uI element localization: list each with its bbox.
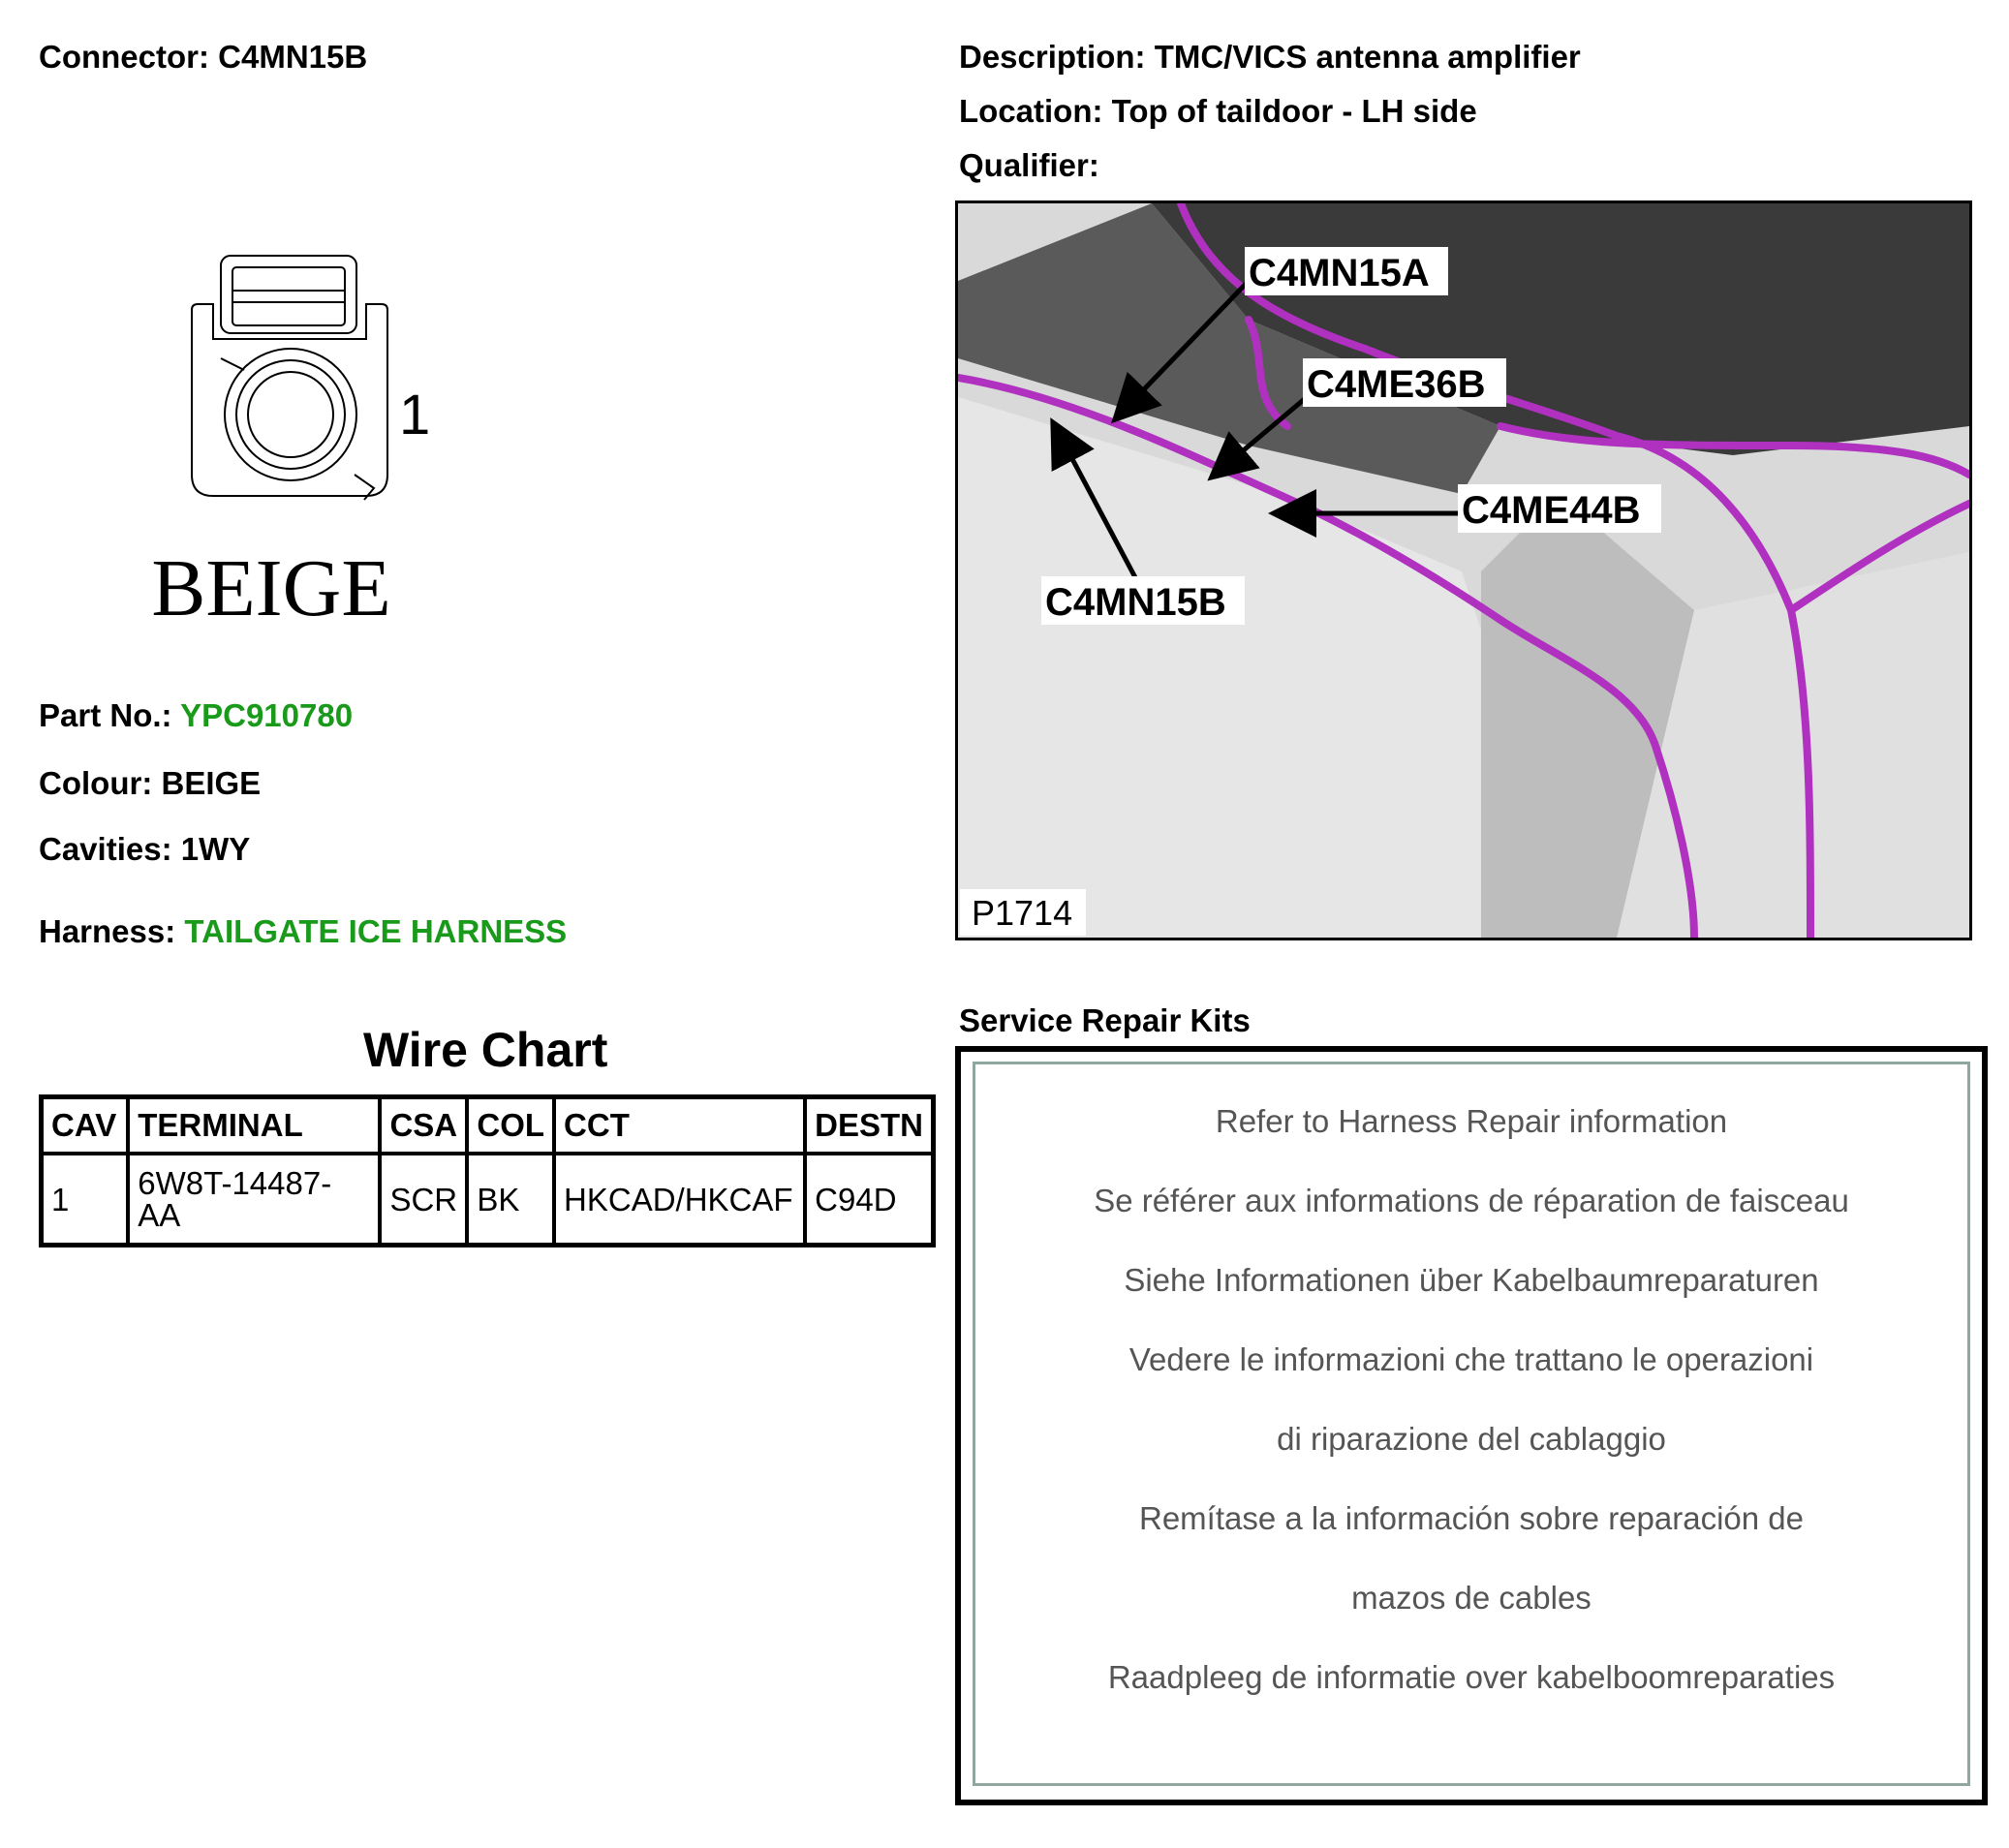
kit-line-nl: Raadpleeg de informatie over kabelboomreparaties — [1107, 1659, 1836, 1695]
location-label: Location: — [959, 93, 1103, 129]
colour-value: BEIGE — [161, 765, 262, 801]
figure-id: P1714 — [972, 893, 1073, 933]
col-csa-header: CSA — [380, 1097, 467, 1155]
cavities-label: Cavities: — [39, 831, 172, 867]
harness-link[interactable]: TAILGATE ICE HARNESS — [184, 913, 568, 949]
description-value: TMC/VICS antenna amplifier — [1154, 39, 1581, 75]
kit-line-de: Siehe Informationen über Kabelbaumreparaturen — [1124, 1262, 1819, 1298]
col-col-header: COL — [467, 1097, 554, 1155]
colour-line — [39, 765, 261, 802]
location-photo — [955, 200, 1972, 940]
part-number-line — [39, 697, 353, 734]
callout-c4me36b: C4ME36B — [1307, 363, 1486, 406]
qualifier-line — [959, 147, 1099, 184]
table-row — [42, 1154, 934, 1246]
part-label: Part No.: — [39, 697, 172, 733]
col-cav-header: CAV — [42, 1097, 129, 1155]
cell-col: BK — [467, 1154, 554, 1246]
cell-terminal-line-1: 6W8T-14487- — [138, 1165, 332, 1201]
kit-line-en: Refer to Harness Repair information — [1215, 1103, 1728, 1139]
kit-line-it-1: Vedere le informazioni che trattano le operazioni — [1128, 1341, 1814, 1377]
service-repair-kits-title: Service Repair Kits — [959, 1002, 1251, 1038]
callout-c4mn15b: C4MN15B — [1045, 581, 1226, 624]
cell-destn: C94D — [805, 1154, 933, 1246]
cell-terminal-line-2: AA — [138, 1197, 181, 1233]
harness-label: Harness: — [39, 913, 176, 949]
col-cct-header: CCT — [554, 1097, 805, 1155]
connector-line — [39, 39, 367, 76]
description-label: Description: — [959, 39, 1146, 75]
kit-line-es-1: Remítase a la información sobre reparación de — [1138, 1500, 1805, 1536]
wire-chart-table — [39, 1094, 936, 1247]
cell-cav: 1 — [42, 1154, 129, 1246]
callout-c4mn15a: C4MN15A — [1249, 252, 1430, 294]
col-destn-header: DESTN — [805, 1097, 933, 1155]
connector-value: C4MN15B — [218, 39, 368, 75]
col-terminal-header: TERMINAL — [128, 1097, 380, 1155]
cell-cct: HKCAD/HKCAF — [554, 1154, 805, 1246]
connector-colour-text: BEIGE — [151, 543, 391, 633]
part-number-link[interactable]: YPC910780 — [180, 697, 354, 733]
kit-line-es-2: mazos de cables — [1351, 1580, 1592, 1616]
colour-label: Colour: — [39, 765, 153, 801]
description-line — [959, 39, 1581, 76]
pin-number: 1 — [399, 384, 431, 447]
connector-label: Connector: — [39, 39, 209, 75]
cavities-value: 1WY — [180, 831, 251, 867]
service-repair-kits-box — [955, 1046, 1988, 1805]
wire-chart-title: Wire Chart — [363, 1023, 608, 1077]
callout-c4me44b: C4ME44B — [1462, 489, 1641, 532]
cavities-line — [39, 831, 250, 868]
qualifier-label: Qualifier: — [959, 147, 1099, 183]
cell-terminal — [128, 1154, 380, 1246]
kit-line-fr: Se référer aux informations de réparation de faisceau — [1094, 1183, 1849, 1218]
connector-face-diagram — [136, 242, 465, 649]
harness-line — [39, 913, 567, 950]
location-line — [959, 93, 1477, 130]
wire-chart-header-row — [42, 1097, 934, 1155]
cell-csa: SCR — [380, 1154, 467, 1246]
location-value: Top of taildoor - LH side — [1111, 93, 1477, 129]
kit-line-it-2: di riparazione del cablaggio — [1277, 1421, 1666, 1457]
service-repair-kits-inner — [973, 1062, 1970, 1786]
location-photo-illustration — [958, 203, 1969, 938]
